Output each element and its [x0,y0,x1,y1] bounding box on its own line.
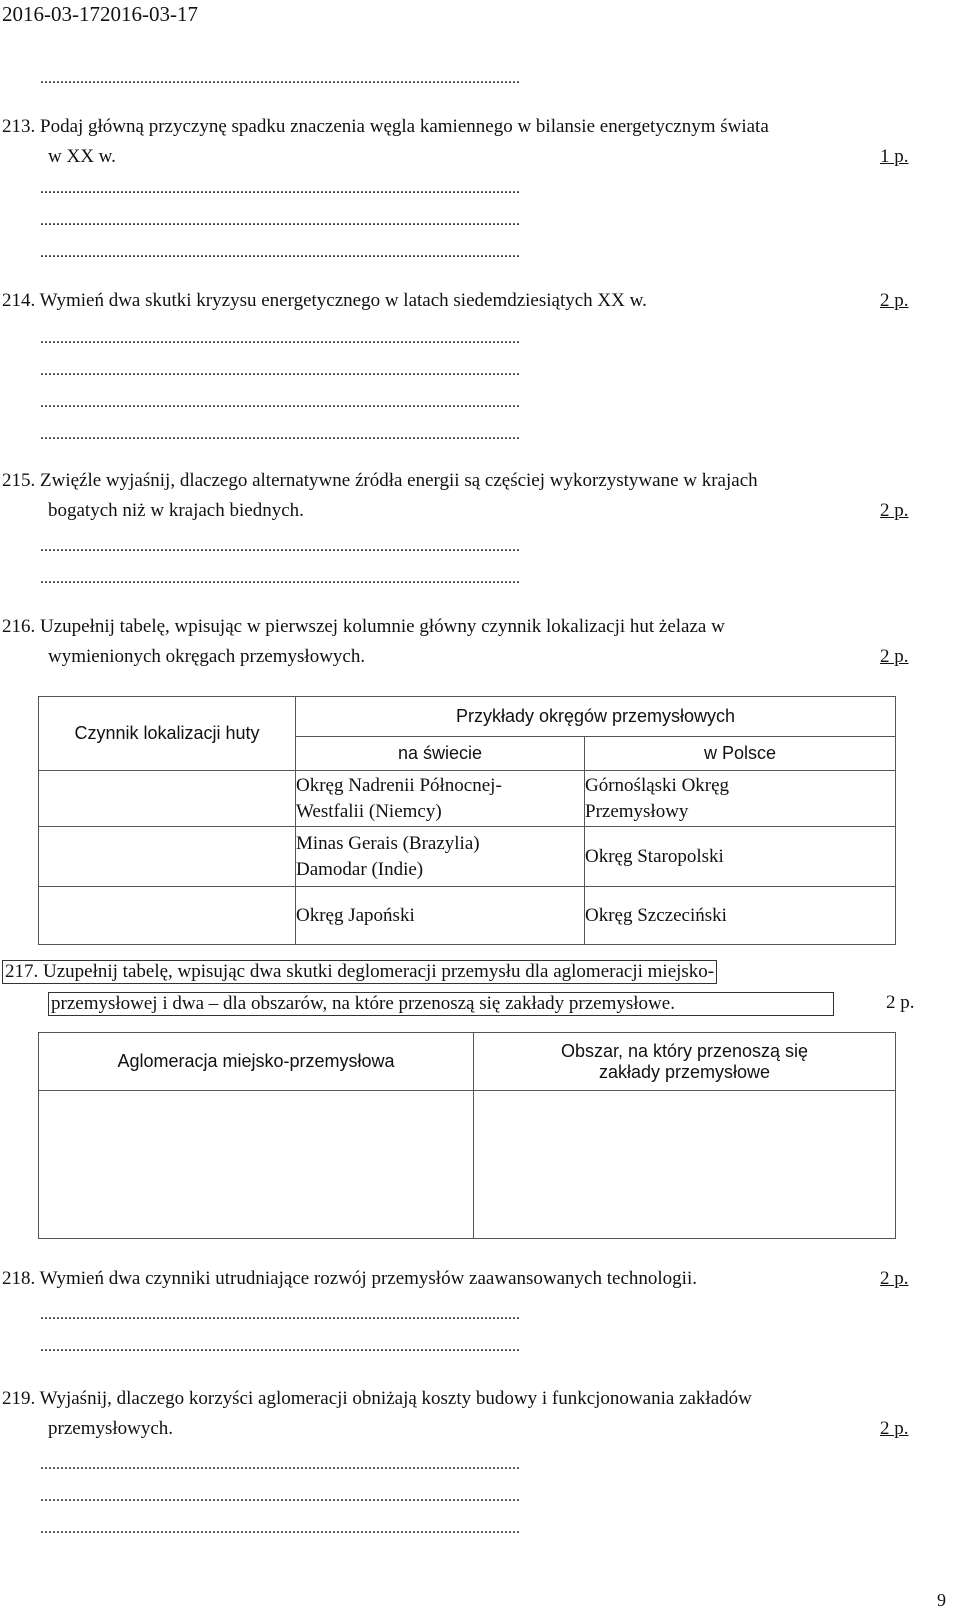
factor-answer-cell[interactable] [39,827,296,887]
answer-line[interactable]: ........................................................................................................................ [40,570,520,587]
question-text: Podaj główną przyczynę spadku znaczenia węgla kamiennego w bilansie energetycznym świata [40,116,769,137]
question-text: Wyjaśnij, dlaczego korzyści aglomeracji obniżają koszty budowy i funkcjonowania zakładów [39,1388,752,1409]
cell-line: Minas Gerais (Brazylia) [296,832,480,854]
answer-line[interactable]: ........................................................................................................................ [40,244,520,261]
answer-line[interactable]: ........................................................................................................................ [40,362,520,379]
answer-line: ........................................................................................................................ [40,70,520,87]
question-215 [2,470,758,492]
answer-cell-new-area[interactable] [474,1091,896,1239]
table-cell-world [296,887,585,945]
factor-answer-cell[interactable] [39,887,296,945]
table-industrial-districts [38,696,896,945]
points-badge: 2 p. [880,1418,909,1439]
answer-line[interactable]: ........................................................................................................................ [40,426,520,443]
header-line: zakłady przemysłowe [598,1061,771,1082]
question-216 [2,616,725,638]
cell-line: Westfalii (Niemcy) [296,800,442,822]
cell-line: Damodar (Indie) [296,858,424,880]
question-219-line2: przemysłowych. [48,1418,174,1439]
question-218 [2,1268,697,1290]
question-214 [2,290,647,312]
cell-line: Okręg Nadrenii Północnej- [296,774,502,796]
question-text: Zwięźle wyjaśnij, dlaczego alternatywne źródła energii są częściej wykorzystywane w krajach [40,470,758,491]
answer-line[interactable]: ........................................................................................................................ [40,330,520,347]
table-cell-world [296,771,585,827]
table-cell-poland [585,771,896,827]
cell-line: Górnośląski Okręg [585,774,730,796]
question-number: 214. [2,290,36,311]
col-header-factor: Czynnik lokalizacji huty [39,697,296,771]
col-header-new-area [474,1033,896,1091]
question-number: 217. [5,961,39,982]
answer-line[interactable]: ........................................................................................................................ [40,1456,520,1473]
page-number: 9 [937,1590,946,1610]
answer-line[interactable]: ........................................................................................................................ [40,1338,520,1355]
factor-answer-cell[interactable] [39,771,296,827]
col-header-poland: w Polsce [585,737,896,771]
col-header-examples: Przykłady okręgów przemysłowych [296,697,896,737]
question-number: 218. [2,1268,36,1289]
question-217 [2,960,717,984]
question-217-line2: przemysłowej i dwa – dla obszarów, na które przenoszą się zakłady przemysłowe. [48,992,834,1016]
cell-line: Przemysłowy [585,800,689,822]
cell-line: Okręg Staropolski [585,845,724,867]
table-cell-poland [585,887,896,945]
question-text: Uzupełnij tabelę, wpisując w pierwszej kolumnie główny czynnik lokalizacji hut żelaza w [40,616,725,637]
answer-line[interactable]: ........................................................................................................................ [40,1306,520,1323]
question-216-line2: wymienionych okręgach przemysłowych. [48,646,366,667]
table-cell-world [296,827,585,887]
points-badge: 2 p. [880,1268,909,1289]
answer-line[interactable]: ........................................................................................................................ [40,1520,520,1537]
question-text: Wymień dwa czynniki utrudniające rozwój przemysłów zaawansowanych technologii. [39,1268,697,1289]
points-badge: 1 p. [880,146,909,167]
col-header-world: na świecie [296,737,585,771]
col-header-agglomeration: Aglomeracja miejsko-przemysłowa [39,1033,474,1091]
header-line: Obszar, na który przenoszą się [560,1040,809,1061]
question-213 [2,116,769,138]
points-badge: 2 p. [880,646,909,667]
answer-line[interactable]: ........................................................................................................................ [40,394,520,411]
question-219 [2,1388,752,1410]
answer-line[interactable]: ........................................................................................................................ [40,180,520,197]
question-number: 213. [2,116,36,137]
question-213-line2: w XX w. [48,146,116,167]
cell-line: Okręg Szczeciński [585,904,727,926]
answer-line[interactable]: ........................................................................................................................ [40,212,520,229]
answer-line[interactable]: ........................................................................................................................ [40,538,520,555]
question-number: 219. [2,1388,36,1409]
question-text: Wymień dwa skutki kryzysu energetycznego w latach siedemdziesiątych XX w. [39,290,647,311]
points-badge: 2 p. [880,500,909,521]
table-deglomeration [38,1032,896,1239]
page-header-date: 2016-03-172016-03-17 [2,2,198,26]
table-cell-poland [585,827,896,887]
cell-line: Okręg Japoński [296,904,415,926]
answer-line[interactable]: ........................................................................................................................ [40,1488,520,1505]
answer-cell-agglomeration[interactable] [39,1091,474,1239]
question-text: Uzupełnij tabelę, wpisując dwa skutki deglomeracji przemysłu dla aglomeracji miejsko- [43,961,715,982]
points-badge: 2 p. [886,992,915,1013]
points-badge: 2 p. [880,290,909,311]
question-215-line2: bogatych niż w krajach biednych. [48,500,304,521]
question-number: 216. [2,616,36,637]
question-number: 215. [2,470,36,491]
